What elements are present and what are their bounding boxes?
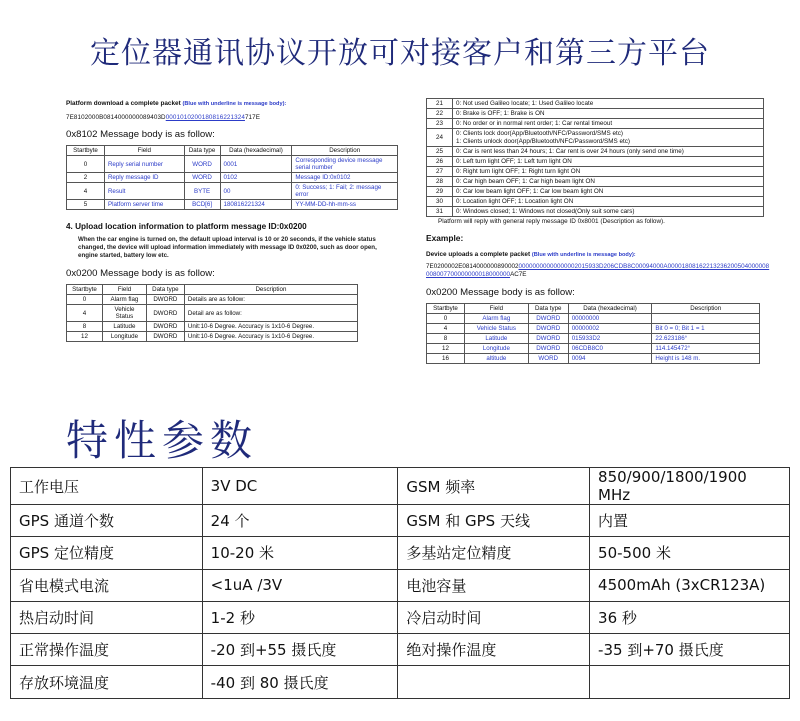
table-8102-cell: WORD xyxy=(184,173,220,183)
table-0200-left-cell: Detail are as follow: xyxy=(184,305,357,322)
section4-paragraph: When the car engine is turned on, the default upload interval is 10 or 20 seconds, if the vehicle status changed, the device will upload information immediately with message ID 0x0200, such as door open, engine started, battery low etc. xyxy=(78,236,377,259)
bit-description: 0: No order or in normal rent order; 1: Car rental timeout xyxy=(453,119,764,129)
spec-table-body xyxy=(11,468,790,699)
table-0200-right-cell: Vehicle Status xyxy=(464,324,528,334)
bit-row xyxy=(427,197,764,207)
bit-row xyxy=(427,157,764,167)
table-0200-right-cell: 00000000 xyxy=(568,314,652,324)
table-0200-right-cell: Longitude xyxy=(464,344,528,354)
upload-intro-note: (Blue with underline is message body): xyxy=(531,252,636,258)
table-8102-cell: 0001 xyxy=(220,156,292,173)
msg8102-heading: 0x8102 Message body is as follow: xyxy=(66,129,215,140)
table-0200-right-cell: DWORD xyxy=(528,324,568,334)
upload-hex-header: 7E0200002E0814000000890002 xyxy=(426,263,519,270)
table-0200-right-cell: 0 xyxy=(427,314,465,324)
table-0200-left-header-cell: Field xyxy=(102,285,146,295)
table-0200-left-cell: Unit:10-6 Degree. Accuracy is 1x10-6 Degree. xyxy=(184,322,357,332)
table-8102-header-cell: Data type xyxy=(184,146,220,156)
table-0200-left-header-cell: Description xyxy=(184,285,357,295)
bit-row xyxy=(427,109,764,119)
bit-description: 0: Right turn light OFF; 1: Right turn light ON xyxy=(453,167,764,177)
table-8102-header xyxy=(67,146,398,156)
spec-row xyxy=(11,505,790,537)
bit-description: 0: Left turn light OFF; 1: Left turn light ON xyxy=(453,157,764,167)
left-doc-panel xyxy=(66,100,396,342)
table-8102-cell: Corresponding device message serial number xyxy=(292,156,398,173)
table-8102-row xyxy=(67,200,398,210)
bit-number: 31 xyxy=(427,207,453,217)
table-8102 xyxy=(66,145,398,210)
table-8102-cell: WORD xyxy=(184,156,220,173)
bit-row xyxy=(427,129,764,147)
table-8102-cell: BYTE xyxy=(184,183,220,200)
bit-number: 23 xyxy=(427,119,453,129)
table-8102-cell: 00 xyxy=(220,183,292,200)
table-0200-left-row xyxy=(67,322,358,332)
bit-row xyxy=(427,147,764,157)
table-0200-left-cell: DWORD xyxy=(146,305,184,322)
table-0200-left-row xyxy=(67,332,358,342)
table-0200-right-cell: DWORD xyxy=(528,334,568,344)
table-0200-right-cell: 114.145472° xyxy=(652,344,760,354)
table-8102-cell: Platform server time xyxy=(104,200,184,210)
spec-row xyxy=(11,537,790,569)
table-0200-right-cell: WORD xyxy=(528,354,568,364)
spec-label: GPS 定位精度 xyxy=(11,537,203,569)
table-0200-right-header-cell: Description xyxy=(652,304,760,314)
bit-row xyxy=(427,119,764,129)
spec-value: 内置 xyxy=(590,505,790,537)
spec-title: 特性参数 xyxy=(66,416,259,465)
table-8102-cell: 2 xyxy=(67,173,105,183)
table-0200-right-cell: 4 xyxy=(427,324,465,334)
table-8102-cell: Reply message ID xyxy=(104,173,184,183)
table-0200-right-cell: 12 xyxy=(427,344,465,354)
table-0200-right-body xyxy=(427,314,760,364)
spec-value: -40 到 80 摄氏度 xyxy=(202,666,398,698)
table-8102-row xyxy=(67,173,398,183)
table-0200-right-row xyxy=(427,354,760,364)
table-0200-left-cell: Vehicle Status xyxy=(102,305,146,322)
spec-value: -20 到+55 摄氏度 xyxy=(202,634,398,666)
spec-label: 绝对操作温度 xyxy=(398,634,590,666)
table-8102-cell: Reply serial number xyxy=(104,156,184,173)
msg0200-heading-left: 0x0200 Message body is as follow: xyxy=(66,268,215,279)
table-0200-right-header-cell: Data type xyxy=(528,304,568,314)
table-8102-header-cell: Data (hexadecimal) xyxy=(220,146,292,156)
table-0200-left-header-cell: Startbyte xyxy=(67,285,103,295)
table-0200-left-cell: 4 xyxy=(67,305,103,322)
table-0200-left-cell: 12 xyxy=(67,332,103,342)
bit-description: 0: Car high beam OFF; 1: Car high beam light ON xyxy=(453,177,764,187)
table-8102-cell: BCD[6] xyxy=(184,200,220,210)
table-0200-left-row xyxy=(67,305,358,322)
table-8102-row xyxy=(67,156,398,173)
bit-number: 21 xyxy=(427,99,453,109)
spec-row xyxy=(11,569,790,601)
table-8102-cell: 0: Success; 1: Fail; 2: message error xyxy=(292,183,398,200)
download-intro-line xyxy=(66,100,396,108)
table-8102-cell: 5 xyxy=(67,200,105,210)
spec-label: 多基站定位精度 xyxy=(398,537,590,569)
download-hex-tail: 717E xyxy=(244,114,261,121)
download-hex-body: 0001010200180816221324 xyxy=(165,114,245,121)
table-0200-right-cell: 22.623186° xyxy=(652,334,760,344)
section4-heading: 4. Upload location information to platform message ID:0x0200 xyxy=(66,222,307,231)
spec-row xyxy=(11,468,790,505)
spec-value: 24 个 xyxy=(202,505,398,537)
table-0200-left-cell: Alarm flag xyxy=(102,295,146,305)
spec-label xyxy=(398,666,590,698)
table-0200-right-cell: 16 xyxy=(427,354,465,364)
bit-row xyxy=(427,99,764,109)
bit-description: 0: Windows closed; 1: Windows not closed(Only suit some cars) xyxy=(453,207,764,217)
table-8102-header-cell: Field xyxy=(104,146,184,156)
bit-description: 0: Clients lock door(App/Bluetooth/NFC/Password/SMS etc) 1: Clients unlock door(App/Bluetooth/NFC/Password/SMS etc) xyxy=(453,129,764,147)
table-0200-left xyxy=(66,284,358,342)
bit-row xyxy=(427,167,764,177)
spec-table xyxy=(10,467,790,699)
table-0200-right-cell: 8 xyxy=(427,334,465,344)
table-0200-right-row xyxy=(427,344,760,354)
table-8102-cell: 180816221324 xyxy=(220,200,292,210)
spec-value xyxy=(590,666,790,698)
spec-label: 电池容量 xyxy=(398,569,590,601)
spec-label: 省电模式电流 xyxy=(11,569,203,601)
table-0200-left-cell: Unit:10-6 Degree. Accuracy is 1x10-6 Degree. xyxy=(184,332,357,342)
bit-description: 0: Brake is OFF; 1: Brake is ON xyxy=(453,109,764,119)
download-hex-header: 7E8102000B0814000000089403D xyxy=(66,114,166,121)
spec-label: 存放环境温度 xyxy=(11,666,203,698)
table-0200-right-cell: Bit 0 = 0; Bit 1 = 1 xyxy=(652,324,760,334)
vehicle-status-bits-table xyxy=(426,98,764,217)
spec-label: 热启动时间 xyxy=(11,601,203,633)
table-0200-right-row xyxy=(427,334,760,344)
upload-intro-line xyxy=(426,251,770,258)
table-8102-cell: 4 xyxy=(67,183,105,200)
bit-number: 26 xyxy=(427,157,453,167)
spec-label: 工作电压 xyxy=(11,468,203,505)
table-0200-right-cell: 00000002 xyxy=(568,324,652,334)
spec-label: 冷启动时间 xyxy=(398,601,590,633)
table-8102-cell: 0 xyxy=(67,156,105,173)
spec-value: 36 秒 xyxy=(590,601,790,633)
vehicle-status-bits-body xyxy=(427,99,764,217)
spec-label: GPS 通道个数 xyxy=(11,505,203,537)
table-0200-right-cell: 015933D2 xyxy=(568,334,652,344)
download-hex-line xyxy=(66,114,396,121)
table-8102-cell: 0102 xyxy=(220,173,292,183)
table-0200-right xyxy=(426,303,760,364)
spec-value: 50-500 米 xyxy=(590,537,790,569)
table-0200-left-header-cell: Data type xyxy=(146,285,184,295)
bit-row xyxy=(427,187,764,197)
spec-value: 3V DC xyxy=(202,468,398,505)
example-heading: Example: xyxy=(426,233,464,243)
table-0200-right-header-cell: Field xyxy=(464,304,528,314)
table-0200-left-header xyxy=(67,285,358,295)
bit-number: 30 xyxy=(427,197,453,207)
table-0200-right-cell: Height is 148 m. xyxy=(652,354,760,364)
table-0200-right-cell: DWORD xyxy=(528,344,568,354)
table-8102-cell: YY-MM-DD-hh-mm-ss xyxy=(292,200,398,210)
table-0200-right-row xyxy=(427,324,760,334)
msg0200-heading-right: 0x0200 Message body is as follow: xyxy=(426,287,575,298)
table-0200-right-cell: Latitude xyxy=(464,334,528,344)
bit-number: 24 xyxy=(427,129,453,147)
spec-value: 10-20 米 xyxy=(202,537,398,569)
table-0200-right-cell: 06CDB8C0 xyxy=(568,344,652,354)
bit-number: 25 xyxy=(427,147,453,157)
table-0200-right-header-cell: Data (hexadecimal) xyxy=(568,304,652,314)
spec-value: <1uA /3V xyxy=(202,569,398,601)
table-0200-right-cell: DWORD xyxy=(528,314,568,324)
spec-row xyxy=(11,666,790,698)
right-doc-panel xyxy=(426,98,770,364)
table-0200-left-cell: Details are as follow: xyxy=(184,295,357,305)
spec-row xyxy=(11,634,790,666)
upload-hex-body: 00000000000000002015933D206CDB8C00094000A00001808162213236200504000008008007700000000018000000 xyxy=(426,263,770,278)
table-0200-left-row xyxy=(67,295,358,305)
upload-hex-line xyxy=(426,263,770,279)
table-0200-left-cell: 8 xyxy=(67,322,103,332)
bit-description: 0: Location light OFF; 1: Location light ON xyxy=(453,197,764,207)
page-title: 定位器通讯协议开放可对接客户和第三方平台 xyxy=(90,36,710,71)
bit-row xyxy=(427,207,764,217)
spec-label: GSM 频率 xyxy=(398,468,590,505)
table-0200-right-cell: altitude xyxy=(464,354,528,364)
bit-number: 28 xyxy=(427,177,453,187)
table-8102-header-cell: Description xyxy=(292,146,398,156)
spec-value: 850/900/1800/1900 MHz xyxy=(590,468,790,505)
table-0200-left-cell: Longitude xyxy=(102,332,146,342)
download-intro-note: (Blue with underline is message body): xyxy=(182,101,287,107)
table-0200-left-body xyxy=(67,295,358,342)
table-0200-left-cell: DWORD xyxy=(146,322,184,332)
spec-label: GSM 和 GPS 天线 xyxy=(398,505,590,537)
table-8102-row xyxy=(67,183,398,200)
upload-hex-tail: AC7E xyxy=(510,271,527,278)
spec-value: -35 到+70 摄氏度 xyxy=(590,634,790,666)
table-8102-body xyxy=(67,156,398,210)
bit-description: 0: Not used Galileo locate; 1: Used Galileo locate xyxy=(453,99,764,109)
table-8102-cell: Message ID:0x0102 xyxy=(292,173,398,183)
bit-number: 22 xyxy=(427,109,453,119)
table-0200-left-cell: DWORD xyxy=(146,295,184,305)
reply-note: Platform will reply with general reply message ID 0x8001 (Description as follow). xyxy=(438,218,665,225)
spec-value: 4500mAh (3xCR123A) xyxy=(590,569,790,601)
table-0200-right-cell xyxy=(652,314,760,324)
table-0200-left-cell: Latitude xyxy=(102,322,146,332)
spec-label: 正常操作温度 xyxy=(11,634,203,666)
download-intro-text: Platform download a complete packet xyxy=(66,100,181,107)
table-8102-cell: Result xyxy=(104,183,184,200)
bit-description: 0: Car low beam light OFF; 1: Car low beam light ON xyxy=(453,187,764,197)
table-0200-right-cell: 0094 xyxy=(568,354,652,364)
table-0200-left-cell: 0 xyxy=(67,295,103,305)
spec-value: 1-2 秒 xyxy=(202,601,398,633)
table-8102-header-cell: Startbyte xyxy=(67,146,105,156)
table-0200-right-row xyxy=(427,314,760,324)
bit-row xyxy=(427,177,764,187)
spec-row xyxy=(11,601,790,633)
table-0200-right-header xyxy=(427,304,760,314)
bit-description: 0: Car is rent less than 24 hours; 1: Car rent is over 24 hours (only send one time) xyxy=(453,147,764,157)
table-0200-left-cell: DWORD xyxy=(146,332,184,342)
upload-intro-text: Device uploads a complete packet xyxy=(426,251,531,258)
bit-number: 29 xyxy=(427,187,453,197)
table-0200-right-cell: Alarm flag xyxy=(464,314,528,324)
bit-number: 27 xyxy=(427,167,453,177)
table-0200-right-header-cell: Startbyte xyxy=(427,304,465,314)
